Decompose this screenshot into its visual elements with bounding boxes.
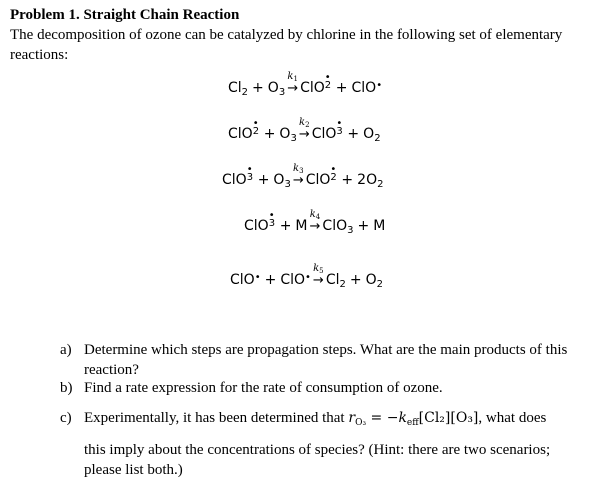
product-2-subscript: 2 (374, 133, 381, 144)
product-1-formula: ClO (305, 172, 331, 188)
product-1-formula: ClO (322, 218, 348, 234)
product-1-subscript: 3 (347, 225, 354, 236)
product-1-formula: ClO (300, 80, 325, 96)
reactant-2-subscript: 3 (278, 87, 286, 98)
product-1-subscript: 2 (339, 279, 346, 290)
product-2-radical-dot: • (376, 80, 383, 91)
reactant-1 (230, 272, 261, 288)
reactant-1: ClO • 3 (222, 164, 254, 188)
rate-constant-label: $k_2$ (299, 117, 310, 129)
reactant-1-radical-dot: • (254, 272, 261, 283)
k-eff-subscript: eff (406, 418, 419, 428)
problem-title: Problem 1. Straight Chain Reaction (10, 7, 240, 23)
question-c-label: c) (60, 410, 72, 426)
reactant-2-subscript: 3 (284, 179, 291, 190)
reaction-arrow: $k_3$ → (292, 163, 304, 188)
reaction-equation-4 (244, 209, 386, 236)
rate-constant-label: $k_1$ (287, 71, 298, 83)
question-a-label: a) (60, 342, 72, 358)
reactant-1: ClO • 2 (228, 118, 260, 142)
reactant-1-formula: ClO (228, 126, 253, 142)
product-1 (326, 272, 346, 288)
product-1: ClO • 3 (311, 118, 343, 142)
product-1 (322, 218, 353, 234)
reaction-arrow: $k_2$ → (298, 117, 310, 142)
reactant-1-formula: ClO (244, 218, 269, 234)
rate-subscript: O₃ (355, 418, 367, 428)
product-2 (373, 218, 385, 234)
plus-sign: + (257, 172, 270, 188)
reactant-2-radical-dot: • (305, 272, 311, 283)
rate-expression (348, 410, 478, 426)
reactant-2-formula: M (295, 218, 308, 234)
plus-sign: + (264, 272, 277, 288)
reactant-2-formula: ClO (280, 272, 306, 288)
reactant-1: ClO • 3 (244, 210, 276, 234)
reaction-equation-3 (222, 163, 384, 190)
plus-sign: + (252, 80, 264, 96)
reaction-arrow: $k_1$ → (287, 71, 299, 96)
plus-sign: + (279, 218, 292, 234)
product-2-subscript: 2 (376, 279, 384, 290)
reaction-equation-5 (230, 263, 384, 290)
question-b-text: Find a rate expression for the rate of consumption of ozone. (84, 380, 443, 396)
product-2 (352, 80, 383, 96)
question-c-text-before: Experimentally, it has been determined that (84, 410, 349, 426)
product-1-formula: ClO (311, 126, 337, 142)
plus-sign: + (263, 126, 276, 142)
question-b (60, 378, 590, 398)
problem-intro: The decomposition of ozone can be catalyzed by chlorine in the following set of elementary reactions: (10, 27, 563, 63)
product-2-subscript: 2 (377, 179, 384, 190)
product-2 (366, 272, 383, 288)
reaction-equation-2 (228, 117, 381, 144)
plus-sign: + (347, 126, 360, 142)
reactant-2 (295, 218, 307, 234)
rate-constant-label: $k_3$ (293, 163, 304, 175)
product-2 (357, 172, 383, 188)
reaction-equation-1 (228, 71, 383, 98)
reactant-1-subscript: 2 (241, 87, 249, 98)
question-a-text: Determine which steps are propagation steps. What are the main products of this reaction? (84, 342, 568, 378)
k-eff-symbol: k (398, 410, 407, 426)
product-1: ClO • 2 (300, 72, 332, 96)
reactant-2 (280, 272, 311, 288)
reactant-2-formula: O (279, 126, 291, 142)
product-2-formula: M (373, 218, 386, 234)
product-1: ClO • 2 (305, 164, 337, 188)
plus-sign: + (335, 80, 348, 96)
product-2-formula: O (363, 126, 375, 142)
reaction-arrow: $k_5$ → (312, 263, 324, 288)
reactant-2-formula: O (273, 172, 285, 188)
product-1-formula: Cl (325, 272, 340, 288)
reactant-1-formula: ClO (230, 272, 255, 288)
product-2-formula: O (365, 272, 377, 288)
rate-constant-label: $k_5$ (313, 263, 324, 275)
reactant-2 (273, 172, 290, 188)
reactant-2-subscript: 3 (290, 133, 297, 144)
question-c-line1 (84, 408, 590, 428)
rate-constant-label: $k_4$ (309, 209, 321, 221)
question-c (60, 408, 590, 480)
plus-sign: + (357, 218, 370, 234)
concentration-product: [Cl₂][O₃] (418, 410, 479, 426)
rate-equals: = − (366, 410, 399, 426)
question-a (60, 340, 590, 380)
reactant-1-formula: Cl (228, 80, 242, 96)
reactant-2-formula: O (267, 80, 279, 96)
plus-sign: + (341, 172, 354, 188)
reactant-1-formula: ClO (222, 172, 247, 188)
question-c-line2: this imply about the concentrations of species? (Hint: there are two scenarios; please list both.) (84, 442, 551, 478)
product-2 (363, 126, 380, 142)
reactant-1 (228, 80, 248, 96)
product-2-formula: ClO (351, 80, 377, 96)
reactant-2 (279, 126, 296, 142)
rate-symbol: r (348, 410, 356, 426)
product-2-formula: 2O (357, 172, 378, 188)
reaction-arrow: $k_4$ → (309, 209, 321, 234)
reactant-2 (268, 80, 285, 96)
question-c-text-after: , what does (478, 410, 547, 426)
question-b-label: b) (60, 380, 73, 396)
plus-sign: + (349, 272, 362, 288)
